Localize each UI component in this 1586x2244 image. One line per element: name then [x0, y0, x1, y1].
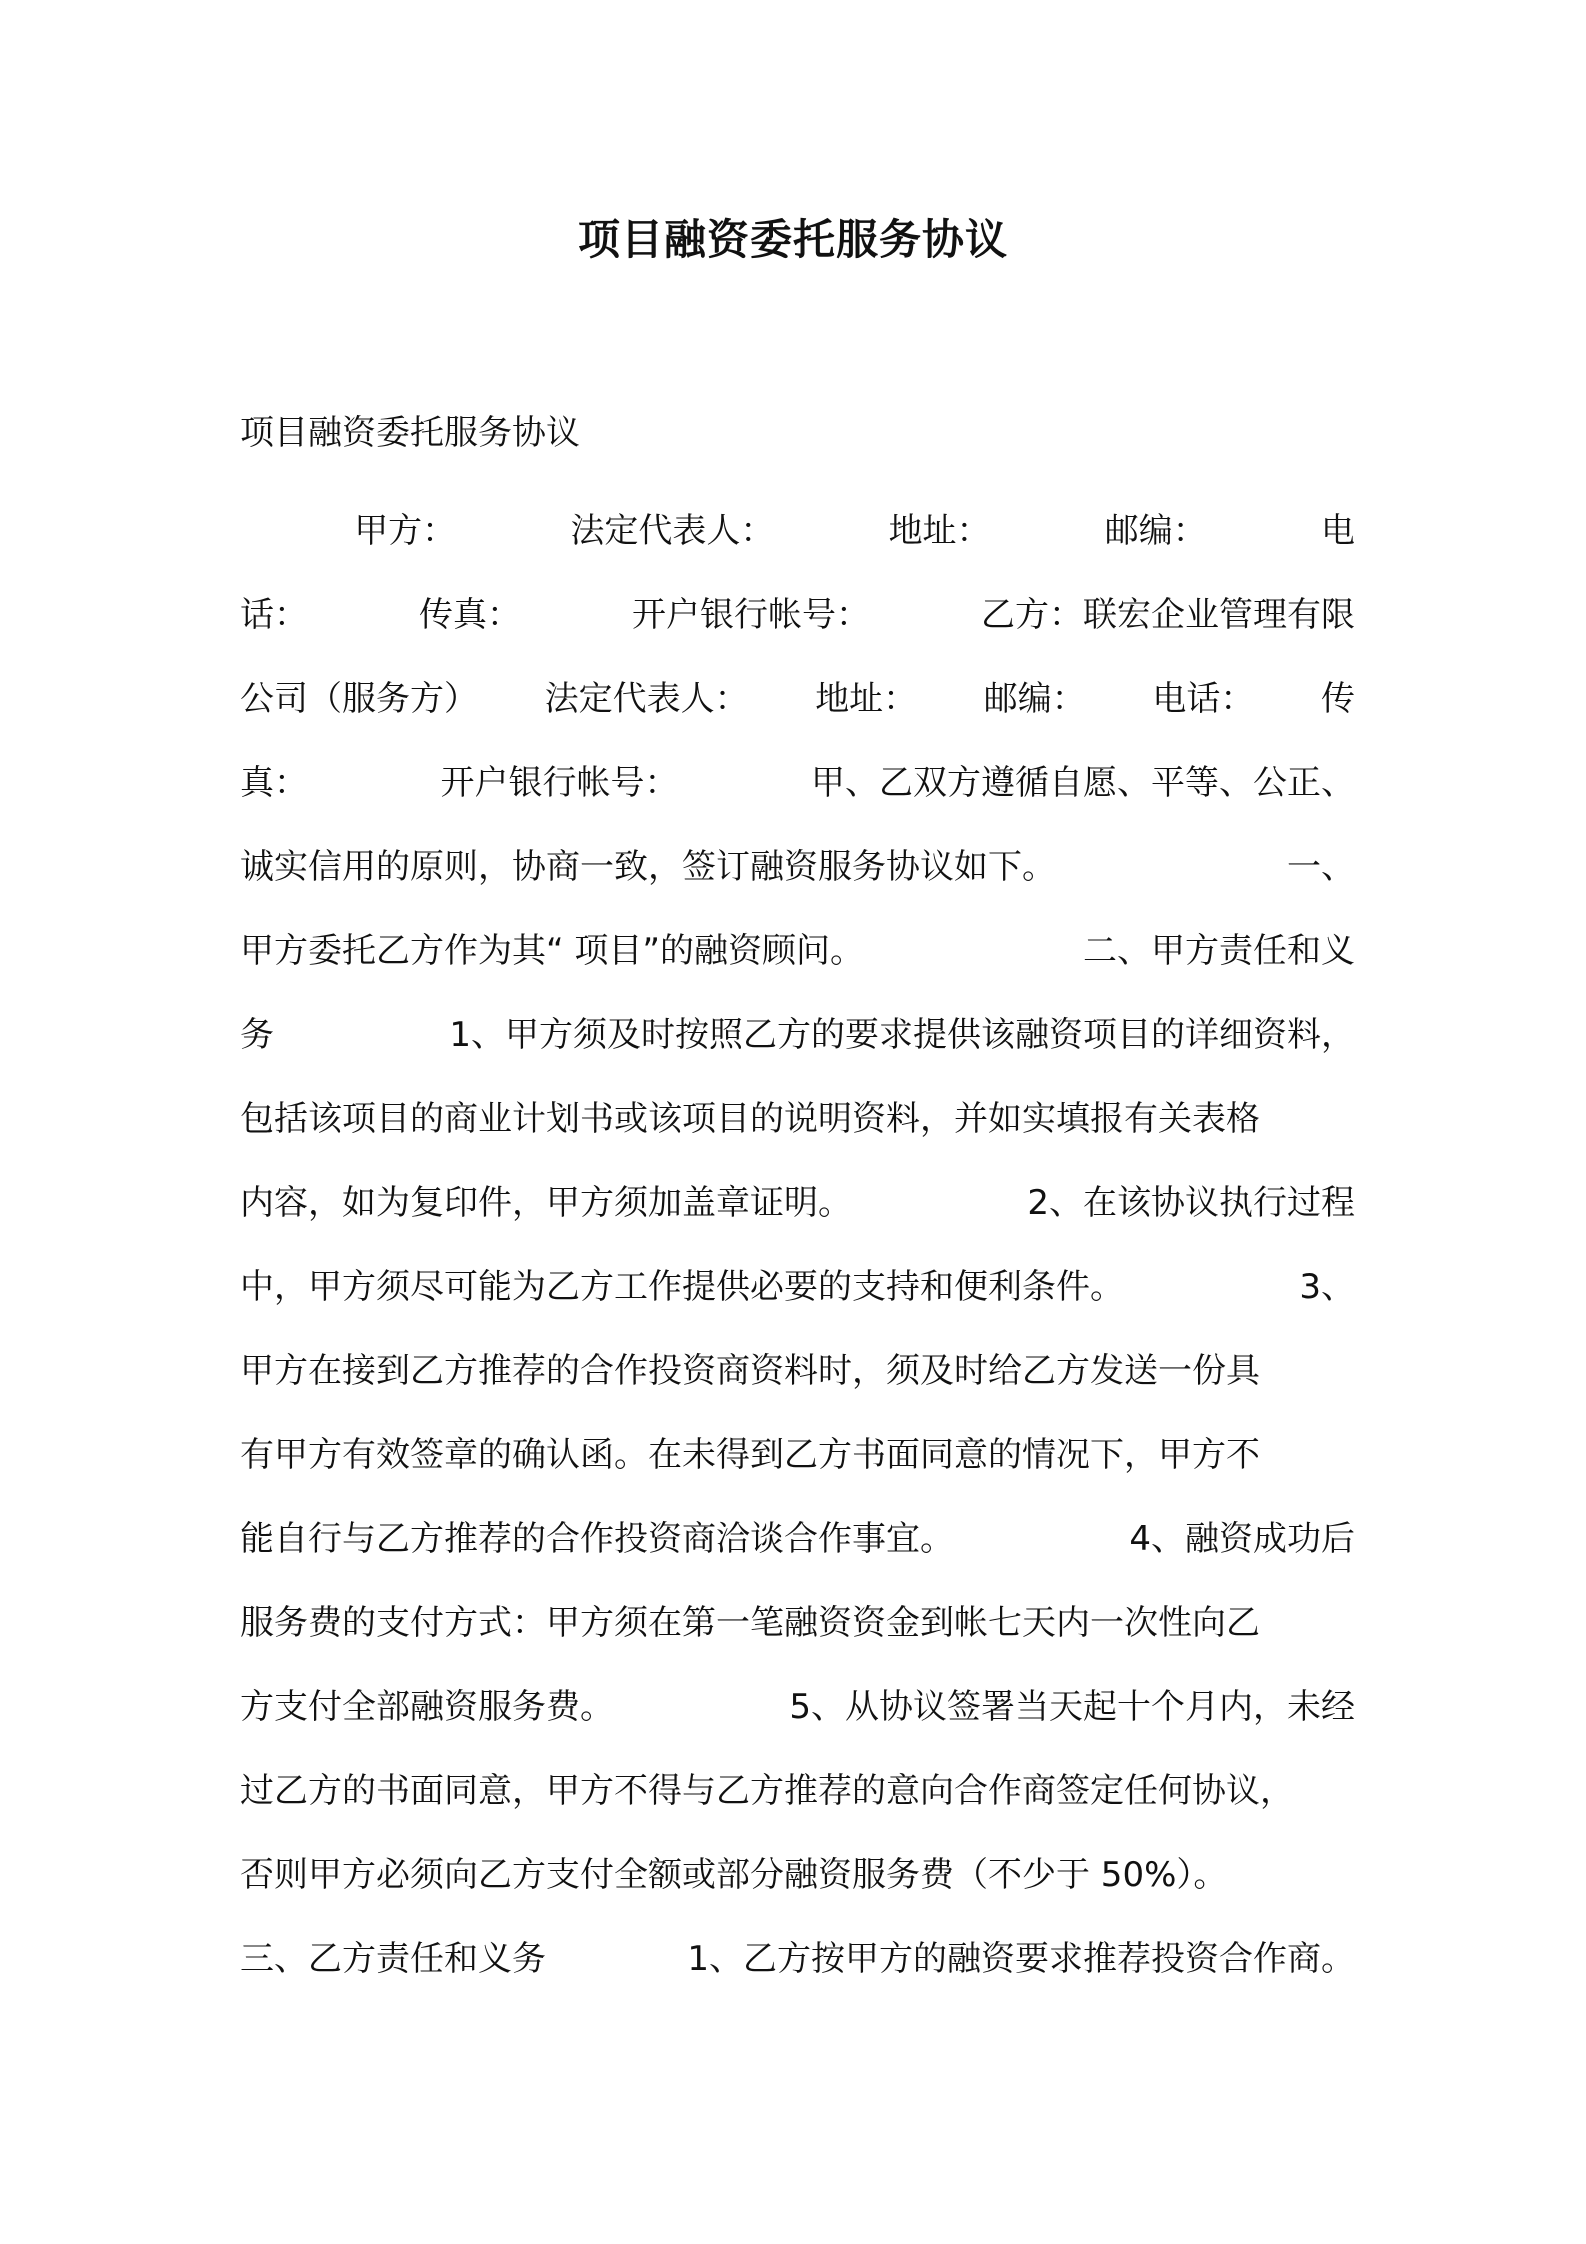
body-line-segment: 能自行与乙方推荐的合作投资商洽谈合作事宜。 — [240, 1519, 954, 1559]
body-line — [240, 1581, 1355, 1665]
body-line-segment: 服务费的支付方式：甲方须在第一笔融资资金到帐七天内一次性向乙 — [240, 1603, 1260, 1643]
body-line-segment: 邮编： — [983, 679, 1086, 719]
document-body — [240, 489, 1355, 2001]
body-line — [240, 1245, 1355, 1329]
body-line-segment: 三、乙方责任和义务 — [240, 1939, 546, 1979]
body-line-segment: 乙方：联宏企业管理有限 — [981, 595, 1355, 635]
body-line-segment: 甲方： — [354, 511, 457, 551]
document-title: 项目融资委托服务协议 — [577, 215, 1008, 264]
body-line — [240, 1665, 1355, 1749]
body-line-segment: 务 — [240, 1015, 274, 1055]
body-line — [240, 1833, 1355, 1917]
body-line — [240, 573, 1355, 657]
body-line — [240, 1329, 1355, 1413]
body-line-segment: 甲、乙双方遵循自愿、平等、公正、 — [811, 763, 1355, 803]
body-line — [240, 1497, 1355, 1581]
body-line — [240, 825, 1355, 909]
body-line-segment: 一、 — [1287, 847, 1355, 887]
body-line — [240, 1161, 1355, 1245]
body-line — [240, 1077, 1355, 1161]
body-line — [240, 489, 1355, 573]
body-line-segment: 甲方在接到乙方推荐的合作投资商资料时，须及时给乙方发送一份具 — [240, 1351, 1260, 1391]
body-line-segment: 话： — [240, 595, 308, 635]
body-line-segment: 开户银行帐号： — [632, 595, 870, 635]
body-line-segment: 法定代表人： — [570, 511, 775, 551]
body-line-segment: 有甲方有效签章的确认函。在未得到乙方书面同意的情况下，甲方不 — [240, 1435, 1260, 1475]
body-line-segment: 内容，如为复印件，甲方须加盖章证明。 — [240, 1183, 852, 1223]
body-line-segment: 真： — [240, 763, 308, 803]
body-line-segment: 甲方委托乙方作为其“ 项目”的融资顾问。 — [240, 931, 865, 971]
document-subtitle: 项目融资委托服务协议 — [240, 413, 580, 453]
body-line-segment: 1、乙方按甲方的融资要求推荐投资合作商。 — [687, 1939, 1355, 1979]
body-line-segment: 4、融资成功后 — [1129, 1519, 1355, 1559]
body-line — [240, 1413, 1355, 1497]
body-line-segment: 二、甲方责任和义 — [1083, 931, 1355, 971]
body-line-segment: 过乙方的书面同意，甲方不得与乙方推荐的意向合作商签定任何协议， — [240, 1771, 1294, 1811]
body-line-segment: 邮编： — [1104, 511, 1207, 551]
body-line-segment: 3、 — [1299, 1267, 1355, 1307]
body-line — [240, 657, 1355, 741]
body-line-segment: 方支付全部融资服务费。 — [240, 1687, 614, 1727]
body-line — [240, 909, 1355, 993]
body-line — [240, 1749, 1355, 1833]
body-line-segment: 否则甲方必须向乙方支付全额或部分融资服务费（不少于 50%）。 — [240, 1855, 1228, 1895]
body-line — [240, 741, 1355, 825]
body-line-segment: 传真： — [419, 595, 521, 635]
body-line-segment: 5、从协议签署当天起十个月内，未经 — [789, 1687, 1355, 1727]
body-line-segment: 电话： — [1152, 679, 1255, 719]
body-line-segment: 传 — [1320, 679, 1355, 719]
body-line-segment: 1、甲方须及时按照乙方的要求提供该融资项目的详细资料， — [449, 1015, 1355, 1055]
body-line-segment: 诚实信用的原则，协商一致，签订融资服务协议如下。 — [240, 847, 1056, 887]
body-line-segment: 地址： — [888, 511, 991, 551]
body-line-segment: 2、在该协议执行过程 — [1027, 1183, 1355, 1223]
body-line-segment: 地址： — [815, 679, 918, 719]
body-line-segment: 电 — [1320, 511, 1355, 551]
body-line-segment: 包括该项目的商业计划书或该项目的说明资料，并如实填报有关表格 — [240, 1099, 1260, 1139]
body-line-segment: 开户银行帐号： — [440, 763, 679, 803]
body-line — [240, 1917, 1355, 2001]
body-line-segment: 公司（服务方） — [240, 679, 478, 719]
body-line-segment: 法定代表人： — [544, 679, 749, 719]
body-line-segment: 中，甲方须尽可能为乙方工作提供必要的支持和便利条件。 — [240, 1267, 1124, 1307]
body-line — [240, 993, 1355, 1077]
